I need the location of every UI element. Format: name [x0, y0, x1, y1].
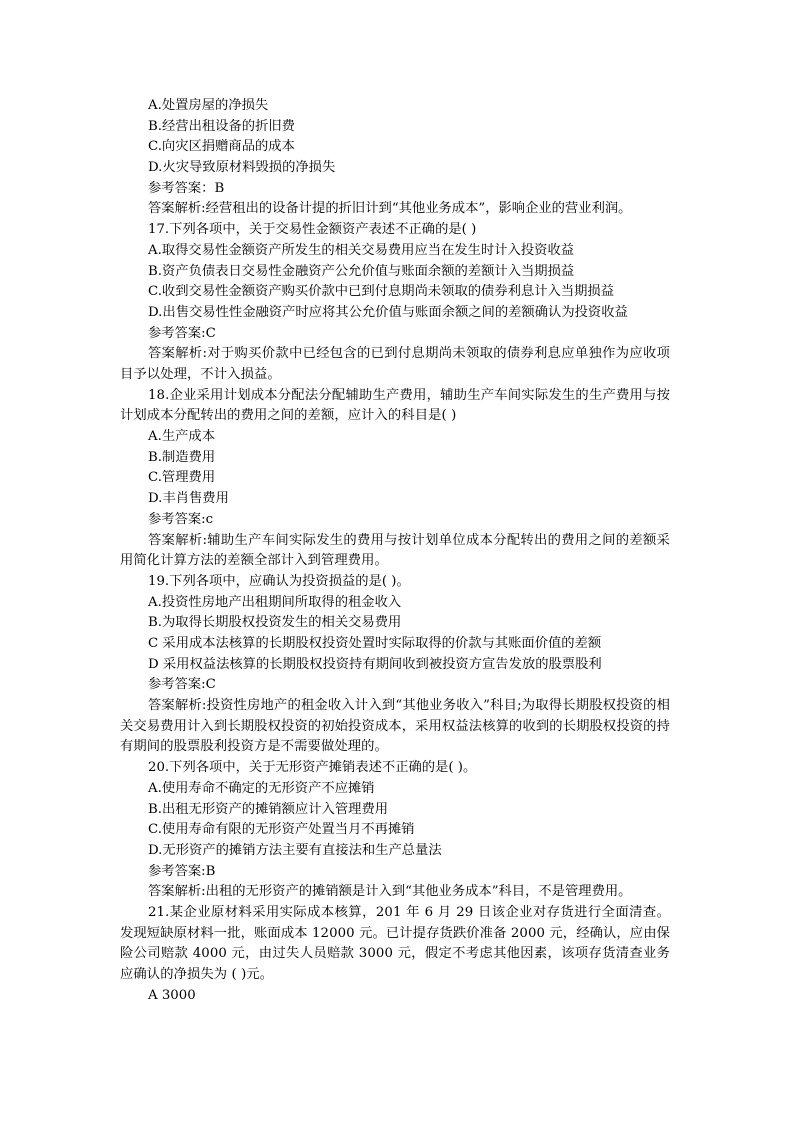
answer-option: A.投资性房地产出租期间所取得的租金收入 [148, 594, 402, 610]
text-line: 答案解析:出租的无形资产的摊销额是计入到“其他业务成本”科目，不是管理费用。 [148, 884, 632, 900]
answer-option: A 3000 [148, 987, 196, 1003]
answer-option: C.向灾区捐赠商品的成本 [148, 139, 295, 155]
answer-option: C.管理费用 [148, 470, 216, 486]
answer-option: A.生产成本 [148, 429, 216, 445]
text-paragraph: 18.企业采用计划成本分配法分配辅助生产费用，辅助生产车间实际发生的生产费用与按计划成本分配转出的费用之间的差额，应计入的科目是( ) [120, 387, 670, 424]
answer-option: C 采用成本法核算的长期股权投资处置时实际取得的价款与其账面价值的差额 [148, 635, 602, 651]
reference-answer: 参考答案:C [148, 677, 216, 693]
reference-answer: 参考答案:c [148, 511, 214, 527]
reference-answer: 参考答案：B [148, 180, 225, 196]
answer-option: B.为取得长期股权投资发生的相关交易费用 [148, 615, 402, 631]
answer-option: D.丰肖售费用 [148, 491, 229, 507]
text-paragraph: 21.某企业原材料采用实际成本核算，201 年 6 月 29 日该企业对存货进行全面清查。发现短缺原材料一批，账面成本 12000 元。已计提存货跌价准备 2000 元，经确认，应由保险公司赔款 4000 元，由过失人员赔款 3000 元，假定不考虑其他因素，该项存货清查业务应确认的净损失为 ( )元。 [120, 904, 670, 983]
answer-option: B.经营出租设备的折旧费 [148, 118, 295, 134]
answer-option: B.资产负债表日交易性金融资产公允价值与账面余额的差额计入当期损益 [148, 263, 575, 279]
answer-option: B.制造费用 [148, 449, 216, 465]
text-paragraph: 答案解析:对于购买价款中已经包含的已到付息期尚未领取的债券利息应单独作为应收项目予以处理，不计入损益。 [120, 346, 670, 382]
answer-option: D 采用权益法核算的长期股权投资持有期间收到被投资方宣告发放的股票股利 [148, 656, 602, 672]
text-line: 19.下列各项中，应确认为投资损益的是( )。 [148, 573, 410, 589]
answer-option: A.使用寿命不确定的无形资产不应摊销 [148, 780, 375, 796]
answer-option: D.出售交易性性金融资产时应将其公允价值与账面余额之间的差额确认为投资收益 [148, 304, 628, 320]
text-paragraph: 答案解析:投资性房地产的租金收入计入到“其他业务收入”科目;为取得长期股权投资的相关交易费用计入到长期股权投资的初始投资成本，采用权益法核算的收到的长期股权投资的持有期间的股票股利投资方是不需要做处理的。 [120, 698, 670, 755]
document-body [120, 96, 670, 1006]
text-line: 20.下列各项中，关于无形资产摊销表述不正确的是( )。 [148, 760, 477, 776]
answer-option: D.无形资产的摊销方法主要有直接法和生产总量法 [148, 842, 442, 858]
answer-option: B.出租无形资产的摊销额应计入管理费用 [148, 801, 389, 817]
reference-answer: 参考答案:B [148, 863, 216, 879]
answer-option: A.处置房屋的净损失 [148, 98, 269, 113]
answer-option: A.取得交易性金额资产所发生的相关交易费用应当在发生时计入投资收益 [148, 242, 575, 258]
answer-option: C.收到交易性金额资产购买价款中已到付息期尚未领取的债券利息计入当期损益 [148, 284, 615, 300]
reference-answer: 参考答案:C [148, 325, 216, 341]
text-paragraph: 答案解析:辅助生产车间实际发生的费用与按计划单位成本分配转出的费用之间的差额采用简化计算方法的差额全部计入到管理费用。 [120, 532, 670, 569]
answer-option: D.火灾导致原材料毁损的净损失 [148, 160, 336, 176]
answer-option: C.使用寿命有限的无形资产处置当月不再摊销 [148, 822, 415, 838]
text-line: 17.下列各项中，关于交易性金额资产表述不正确的是( ) [148, 222, 477, 238]
text-line: 答案解析:经营租出的设备计提的折旧计到“其他业务成本”，影响企业的营业利润。 [148, 201, 632, 217]
